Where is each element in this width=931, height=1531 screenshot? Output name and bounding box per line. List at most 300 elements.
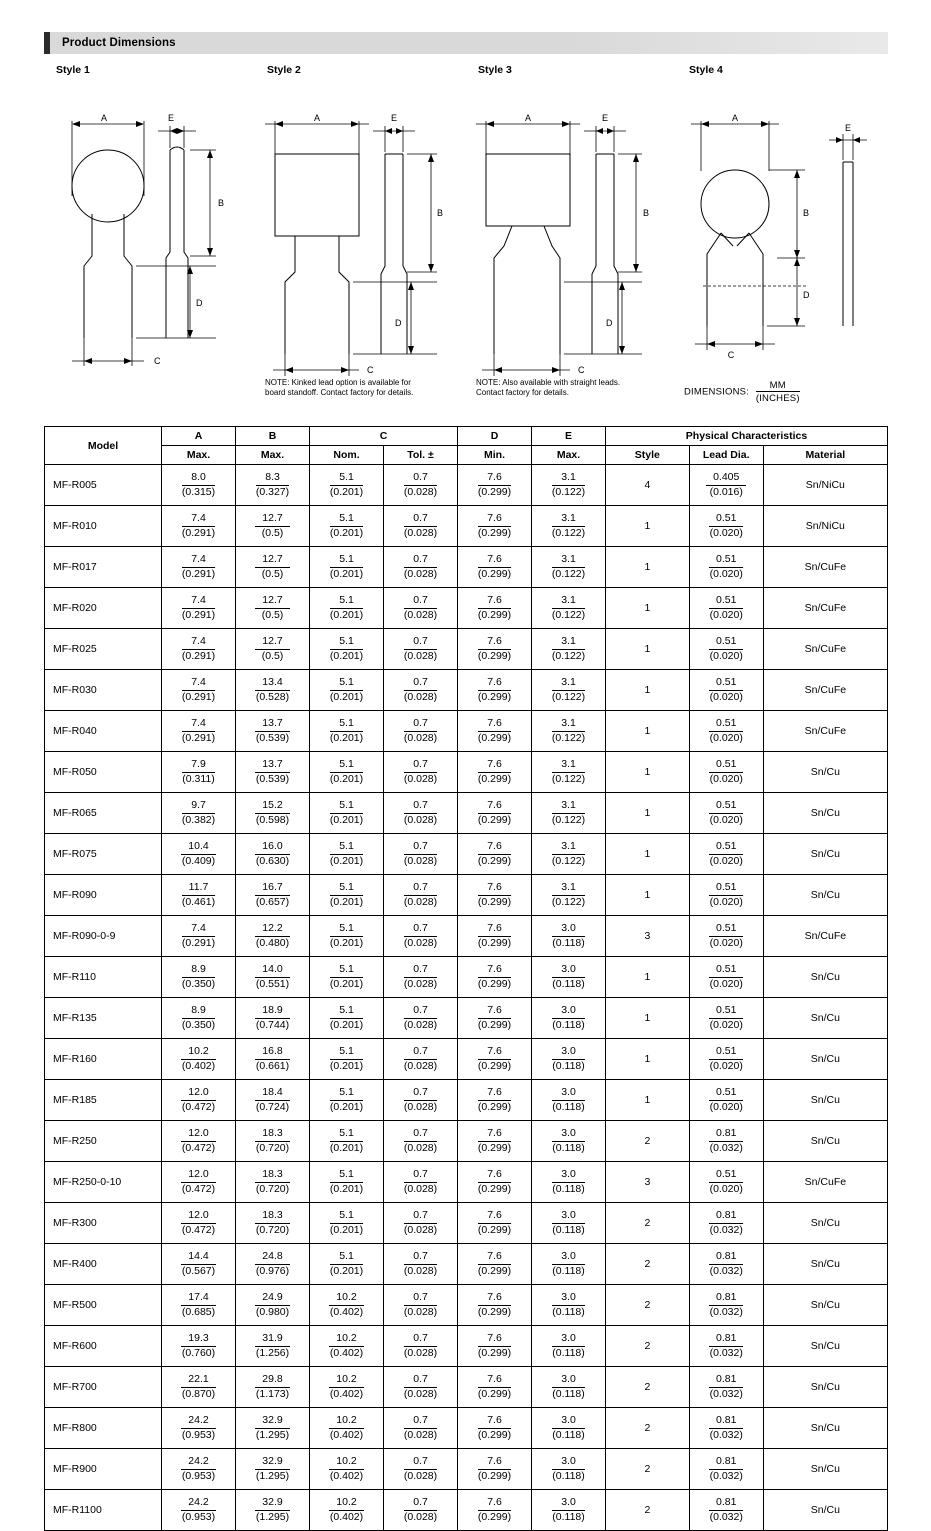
cell-d-in: (0.299) (477, 1387, 512, 1400)
cell-a-mm: 7.4 (182, 636, 215, 649)
cell-a-mm: 11.7 (182, 882, 216, 895)
cell-lead-in: (0.032) (709, 1387, 743, 1400)
cell-e (532, 1408, 606, 1449)
cell-lead-dia (689, 998, 763, 1039)
table-row (45, 1162, 888, 1203)
cell-b (236, 670, 310, 711)
cell-lead-in: (0.032) (709, 1223, 743, 1236)
cell-e-in: (0.118) (552, 977, 585, 990)
cell-style: 1 (606, 629, 690, 670)
style-1-block (44, 64, 255, 404)
cell-c-tol (384, 1162, 458, 1203)
cell-c-tol-mm: 0.7 (404, 677, 437, 690)
cell-d-in: (0.299) (477, 813, 512, 826)
cell-model: MF-R400 (45, 1244, 162, 1285)
cell-e-mm: 3.0 (552, 964, 585, 977)
cell-b-mm: 18.4 (255, 1087, 289, 1100)
cell-a-mm: 7.9 (182, 759, 215, 772)
cell-a-mm: 7.4 (182, 923, 215, 936)
cell-b (236, 1285, 310, 1326)
cell-d-in: (0.299) (477, 977, 512, 990)
cell-d-in: (0.299) (477, 1141, 512, 1154)
cell-c-tol (384, 1039, 458, 1080)
cell-a-in: (0.291) (181, 936, 216, 949)
cell-b-in: (0.598) (255, 813, 290, 826)
cell-lead-in: (0.032) (709, 1469, 743, 1482)
cell-lead-in: (0.020) (709, 813, 743, 826)
table-row (45, 998, 888, 1039)
cell-c-tol-mm: 0.7 (404, 1374, 437, 1387)
cell-d-in: (0.299) (477, 1182, 512, 1195)
cell-c-tol-in: (0.028) (403, 1305, 438, 1318)
cell-style: 2 (606, 1490, 690, 1531)
cell-d-in: (0.299) (477, 731, 512, 744)
cell-a-mm: 7.4 (182, 677, 215, 690)
cell-e-in: (0.118) (552, 1346, 585, 1359)
cell-a (162, 1121, 236, 1162)
cell-model: MF-R185 (45, 1080, 162, 1121)
cell-d-mm: 7.6 (478, 841, 511, 854)
cell-b-mm: 13.7 (255, 759, 289, 772)
cell-model: MF-R300 (45, 1203, 162, 1244)
svg-text:B: B (803, 208, 810, 218)
cell-d-mm: 7.6 (478, 718, 511, 731)
cell-c-tol-in: (0.028) (403, 895, 438, 908)
th-d-min: Min. (458, 446, 532, 465)
cell-d-mm: 7.6 (478, 1292, 511, 1305)
cell-d-mm: 7.6 (478, 677, 511, 690)
cell-c-nom-in: (0.402) (329, 1469, 364, 1482)
cell-style: 3 (606, 1162, 690, 1203)
cell-e-mm: 3.0 (552, 1128, 585, 1141)
cell-material: Sn/CuFe (763, 588, 887, 629)
cell-lead-dia (689, 1162, 763, 1203)
cell-c-nom-in: (0.402) (329, 1428, 364, 1441)
cell-c-nom-in: (0.201) (329, 813, 364, 826)
cell-d (458, 1490, 532, 1531)
cell-e-mm: 3.0 (552, 1087, 585, 1100)
cell-a (162, 1449, 236, 1490)
cell-model: MF-R090 (45, 875, 162, 916)
cell-lead-dia (689, 547, 763, 588)
cell-e-in: (0.122) (551, 854, 586, 867)
cell-b-in: (0.980) (255, 1305, 290, 1318)
cell-model: MF-R065 (45, 793, 162, 834)
cell-e-in: (0.122) (551, 567, 586, 580)
cell-c-nom-mm: 5.1 (330, 1005, 363, 1018)
cell-style: 4 (606, 465, 690, 506)
cell-c-nom-in: (0.201) (329, 526, 364, 539)
cell-c-nom-in: (0.201) (329, 1059, 364, 1072)
cell-lead-in: (0.032) (709, 1346, 743, 1359)
table-row (45, 465, 888, 506)
cell-e-mm: 3.0 (552, 1456, 585, 1469)
cell-material: Sn/Cu (763, 1244, 887, 1285)
cell-style: 1 (606, 752, 690, 793)
cell-model: MF-R025 (45, 629, 162, 670)
cell-e (532, 1285, 606, 1326)
cell-b-in: (0.327) (255, 485, 290, 498)
cell-model: MF-R040 (45, 711, 162, 752)
cell-c-nom-mm: 5.1 (330, 513, 363, 526)
cell-b-in: (0.720) (255, 1223, 290, 1236)
cell-lead-dia (689, 629, 763, 670)
cell-c-nom-in: (0.201) (329, 1264, 364, 1277)
cell-style: 1 (606, 998, 690, 1039)
table-row (45, 875, 888, 916)
svg-text:D: D (606, 318, 613, 328)
cell-lead-mm: 0.51 (709, 759, 743, 772)
cell-a-mm: 10.4 (181, 841, 215, 854)
cell-d-in: (0.299) (477, 1264, 512, 1277)
cell-e (532, 1367, 606, 1408)
cell-material: Sn/Cu (763, 1490, 887, 1531)
table-row (45, 1244, 888, 1285)
table-row (45, 1449, 888, 1490)
cell-material: Sn/CuFe (763, 629, 887, 670)
cell-style: 2 (606, 1367, 690, 1408)
cell-a-mm: 12.0 (181, 1210, 215, 1223)
cell-d-in: (0.299) (477, 1305, 512, 1318)
cell-a-mm: 12.0 (181, 1087, 215, 1100)
cell-c-tol (384, 1203, 458, 1244)
cell-b-mm: 15.2 (255, 800, 289, 813)
cell-c-nom-mm: 5.1 (330, 882, 363, 895)
cell-lead-in: (0.020) (709, 690, 743, 703)
header-accent-bar (44, 32, 50, 54)
cell-d (458, 711, 532, 752)
cell-c-tol-mm: 0.7 (404, 595, 437, 608)
cell-material: Sn/Cu (763, 1367, 887, 1408)
cell-c-tol (384, 1326, 458, 1367)
dimensions-note (684, 380, 800, 404)
cell-lead-in: (0.020) (709, 526, 743, 539)
cell-b (236, 1408, 310, 1449)
table-row (45, 1408, 888, 1449)
cell-d-in: (0.299) (477, 1510, 512, 1523)
table-row (45, 1285, 888, 1326)
cell-c-nom (310, 752, 384, 793)
cell-e-mm: 3.1 (552, 882, 585, 895)
cell-style: 2 (606, 1326, 690, 1367)
cell-b (236, 1039, 310, 1080)
cell-c-nom-mm: 5.1 (330, 759, 363, 772)
cell-c-nom (310, 916, 384, 957)
cell-b-mm: 18.3 (255, 1210, 289, 1223)
cell-c-nom-mm: 5.1 (330, 636, 363, 649)
table-row (45, 711, 888, 752)
cell-a-in: (0.315) (181, 485, 216, 498)
cell-c-nom-in: (0.402) (329, 1387, 364, 1400)
cell-c-tol (384, 629, 458, 670)
svg-text:C: C (578, 365, 585, 375)
cell-c-tol-mm: 0.7 (404, 1169, 437, 1182)
cell-a (162, 1367, 236, 1408)
cell-b-mm: 24.8 (255, 1251, 289, 1264)
cell-b-mm: 12.2 (255, 923, 289, 936)
cell-lead-mm: 0.51 (709, 677, 743, 690)
cell-lead-mm: 0.81 (709, 1374, 743, 1387)
cell-c-nom (310, 1080, 384, 1121)
cell-c-tol (384, 834, 458, 875)
cell-c-tol (384, 752, 458, 793)
cell-b-in: (0.657) (255, 895, 290, 908)
cell-c-nom-in: (0.201) (329, 1223, 364, 1236)
cell-d-mm: 7.6 (478, 800, 511, 813)
cell-c-tol-mm: 0.7 (404, 718, 437, 731)
cell-d-in: (0.299) (477, 895, 512, 908)
cell-a-mm: 7.4 (182, 513, 215, 526)
cell-e (532, 1203, 606, 1244)
cell-b-in: (0.724) (255, 1100, 290, 1113)
table-row (45, 670, 888, 711)
svg-text:D: D (395, 318, 402, 328)
cell-d-mm: 7.6 (478, 1087, 511, 1100)
cell-b-in: (0.539) (255, 731, 290, 744)
cell-lead-dia (689, 711, 763, 752)
cell-c-nom-in: (0.201) (329, 1100, 364, 1113)
cell-b (236, 1203, 310, 1244)
cell-style: 2 (606, 1244, 690, 1285)
cell-c-tol-in: (0.028) (403, 977, 438, 990)
cell-lead-mm: 0.51 (709, 636, 743, 649)
cell-c-nom (310, 1285, 384, 1326)
cell-c-nom (310, 1449, 384, 1490)
cell-d-in: (0.299) (477, 690, 512, 703)
cell-b-in: (0.551) (255, 977, 290, 990)
cell-c-nom (310, 588, 384, 629)
cell-d (458, 1162, 532, 1203)
cell-e (532, 711, 606, 752)
cell-lead-mm: 0.51 (709, 882, 743, 895)
cell-e (532, 629, 606, 670)
cell-e-in: (0.122) (551, 731, 586, 744)
th-c-nom: Nom. (310, 446, 384, 465)
svg-text:E: E (390, 113, 398, 123)
cell-lead-dia (689, 793, 763, 834)
cell-d-mm: 7.6 (478, 759, 511, 772)
cell-b (236, 506, 310, 547)
cell-a-mm: 7.4 (182, 595, 215, 608)
cell-c-nom-mm: 5.1 (330, 472, 363, 485)
cell-e-in: (0.122) (551, 813, 586, 826)
cell-e (532, 465, 606, 506)
cell-a-in: (0.953) (181, 1428, 216, 1441)
cell-c-tol (384, 1367, 458, 1408)
svg-text:A: A (524, 113, 532, 123)
cell-lead-mm: 0.51 (709, 923, 743, 936)
cell-d-mm: 7.6 (478, 1210, 511, 1223)
th-style: Style (606, 446, 690, 465)
cell-lead-mm: 0.81 (709, 1292, 743, 1305)
cell-material: Sn/Cu (763, 1121, 887, 1162)
cell-b (236, 752, 310, 793)
cell-d-mm: 7.6 (478, 595, 511, 608)
cell-a (162, 793, 236, 834)
cell-e (532, 1490, 606, 1531)
cell-b-in: (0.744) (255, 1018, 290, 1031)
cell-a (162, 834, 236, 875)
cell-lead-mm: 0.81 (709, 1251, 743, 1264)
cell-c-tol (384, 916, 458, 957)
cell-e-in: (0.118) (552, 1100, 585, 1113)
cell-lead-mm: 0.81 (709, 1128, 743, 1141)
cell-e (532, 1326, 606, 1367)
cell-c-nom-mm: 5.1 (330, 718, 363, 731)
th-e: E (532, 427, 606, 446)
cell-b (236, 957, 310, 998)
cell-b-in: (0.5) (261, 608, 284, 621)
cell-a-in: (0.350) (181, 1018, 216, 1031)
cell-d (458, 834, 532, 875)
cell-c-nom (310, 793, 384, 834)
cell-d (458, 998, 532, 1039)
style-3-note: NOTE: Also available with straight leads. Contact factory for details. (476, 378, 621, 397)
cell-material: Sn/CuFe (763, 547, 887, 588)
cell-lead-dia (689, 1080, 763, 1121)
table-row (45, 1039, 888, 1080)
cell-model: MF-R010 (45, 506, 162, 547)
cell-d-mm: 7.6 (478, 1497, 511, 1510)
cell-b-mm: 13.7 (255, 718, 289, 731)
cell-lead-in: (0.020) (709, 772, 743, 785)
cell-e-mm: 3.1 (552, 677, 585, 690)
cell-e-mm: 3.1 (552, 595, 585, 608)
cell-c-nom-mm: 5.1 (330, 1128, 363, 1141)
cell-c-nom-mm: 5.1 (330, 964, 363, 977)
cell-e-in: (0.118) (552, 1305, 585, 1318)
cell-lead-mm: 0.51 (709, 1046, 743, 1059)
cell-d-mm: 7.6 (478, 554, 511, 567)
cell-lead-dia (689, 752, 763, 793)
cell-b (236, 465, 310, 506)
cell-a-mm: 9.7 (182, 800, 215, 813)
cell-c-nom-mm: 10.2 (329, 1292, 363, 1305)
cell-a (162, 506, 236, 547)
cell-b (236, 1121, 310, 1162)
cell-b (236, 629, 310, 670)
cell-d-mm: 7.6 (478, 1374, 511, 1387)
cell-c-nom (310, 1244, 384, 1285)
cell-c-tol-in: (0.028) (403, 649, 438, 662)
cell-a-mm: 12.0 (181, 1169, 215, 1182)
cell-b-in: (1.173) (255, 1387, 290, 1400)
cell-c-tol-mm: 0.7 (404, 513, 437, 526)
cell-d-in: (0.299) (477, 854, 512, 867)
svg-text:B: B (643, 208, 650, 218)
cell-c-nom-in: (0.201) (329, 731, 364, 744)
cell-style: 2 (606, 1285, 690, 1326)
cell-model: MF-R020 (45, 588, 162, 629)
cell-c-tol-mm: 0.7 (404, 882, 437, 895)
cell-a (162, 1244, 236, 1285)
cell-b-in: (0.5) (261, 649, 284, 662)
cell-material: Sn/Cu (763, 1080, 887, 1121)
cell-d-in: (0.299) (477, 567, 512, 580)
cell-e-in: (0.118) (552, 1264, 585, 1277)
style-2-block (255, 64, 466, 404)
cell-lead-in: (0.020) (709, 936, 743, 949)
cell-e-in: (0.122) (551, 895, 586, 908)
style-3-diagram (466, 76, 677, 376)
cell-d-mm: 7.6 (478, 1251, 511, 1264)
cell-d (458, 547, 532, 588)
cell-c-nom-mm: 5.1 (330, 677, 363, 690)
table-row (45, 588, 888, 629)
cell-c-nom (310, 1203, 384, 1244)
cell-lead-dia (689, 1408, 763, 1449)
cell-b-mm: 29.8 (255, 1374, 289, 1387)
cell-c-nom-in: (0.402) (329, 1346, 364, 1359)
cell-model: MF-R250-0-10 (45, 1162, 162, 1203)
cell-d-mm: 7.6 (478, 1456, 511, 1469)
cell-lead-dia (689, 1326, 763, 1367)
cell-e (532, 916, 606, 957)
svg-text:C: C (367, 365, 374, 375)
cell-a (162, 752, 236, 793)
cell-e-mm: 3.1 (552, 554, 585, 567)
cell-material: Sn/Cu (763, 1203, 887, 1244)
page-title: Product Dimensions (62, 37, 176, 49)
cell-a (162, 1285, 236, 1326)
cell-c-tol-in: (0.028) (403, 608, 438, 621)
cell-a-mm: 24.2 (181, 1415, 215, 1428)
cell-c-nom-in: (0.201) (329, 854, 364, 867)
cell-a-in: (0.760) (181, 1346, 216, 1359)
cell-c-tol-in: (0.028) (403, 854, 438, 867)
cell-c-nom (310, 670, 384, 711)
cell-c-nom-in: (0.201) (329, 772, 364, 785)
cell-c-tol-in: (0.028) (403, 1346, 438, 1359)
cell-c-tol-in: (0.028) (403, 936, 438, 949)
cell-b (236, 916, 310, 957)
cell-b-in: (1.295) (255, 1469, 290, 1482)
cell-model: MF-R250 (45, 1121, 162, 1162)
cell-c-tol-in: (0.028) (403, 690, 438, 703)
dimensions-label: DIMENSIONS: (684, 386, 750, 398)
cell-c-nom-mm: 5.1 (330, 1046, 363, 1059)
table-body (45, 465, 888, 1531)
cell-a-mm: 10.2 (181, 1046, 215, 1059)
cell-d-mm: 7.6 (478, 1415, 511, 1428)
cell-c-tol-mm: 0.7 (404, 1210, 437, 1223)
cell-b (236, 1490, 310, 1531)
cell-e-mm: 3.0 (552, 1169, 585, 1182)
cell-b-mm: 24.9 (255, 1292, 289, 1305)
cell-lead-mm: 0.81 (709, 1456, 743, 1469)
cell-d (458, 793, 532, 834)
cell-c-nom-mm: 5.1 (330, 841, 363, 854)
cell-c-nom-in: (0.402) (329, 1305, 364, 1318)
cell-a (162, 670, 236, 711)
cell-lead-mm: 0.51 (709, 595, 743, 608)
cell-model: MF-R050 (45, 752, 162, 793)
cell-e-mm: 3.1 (552, 800, 585, 813)
cell-b (236, 1162, 310, 1203)
cell-c-tol (384, 1285, 458, 1326)
cell-c-nom (310, 834, 384, 875)
cell-c-tol-in: (0.028) (403, 1182, 438, 1195)
svg-text:D: D (803, 290, 810, 300)
cell-d-in: (0.299) (477, 1059, 512, 1072)
cell-c-nom (310, 957, 384, 998)
cell-c-tol (384, 547, 458, 588)
cell-lead-dia (689, 1039, 763, 1080)
cell-d-mm: 7.6 (478, 1128, 511, 1141)
svg-text:A: A (100, 113, 108, 123)
cell-style: 2 (606, 1449, 690, 1490)
cell-d-mm: 7.6 (478, 513, 511, 526)
